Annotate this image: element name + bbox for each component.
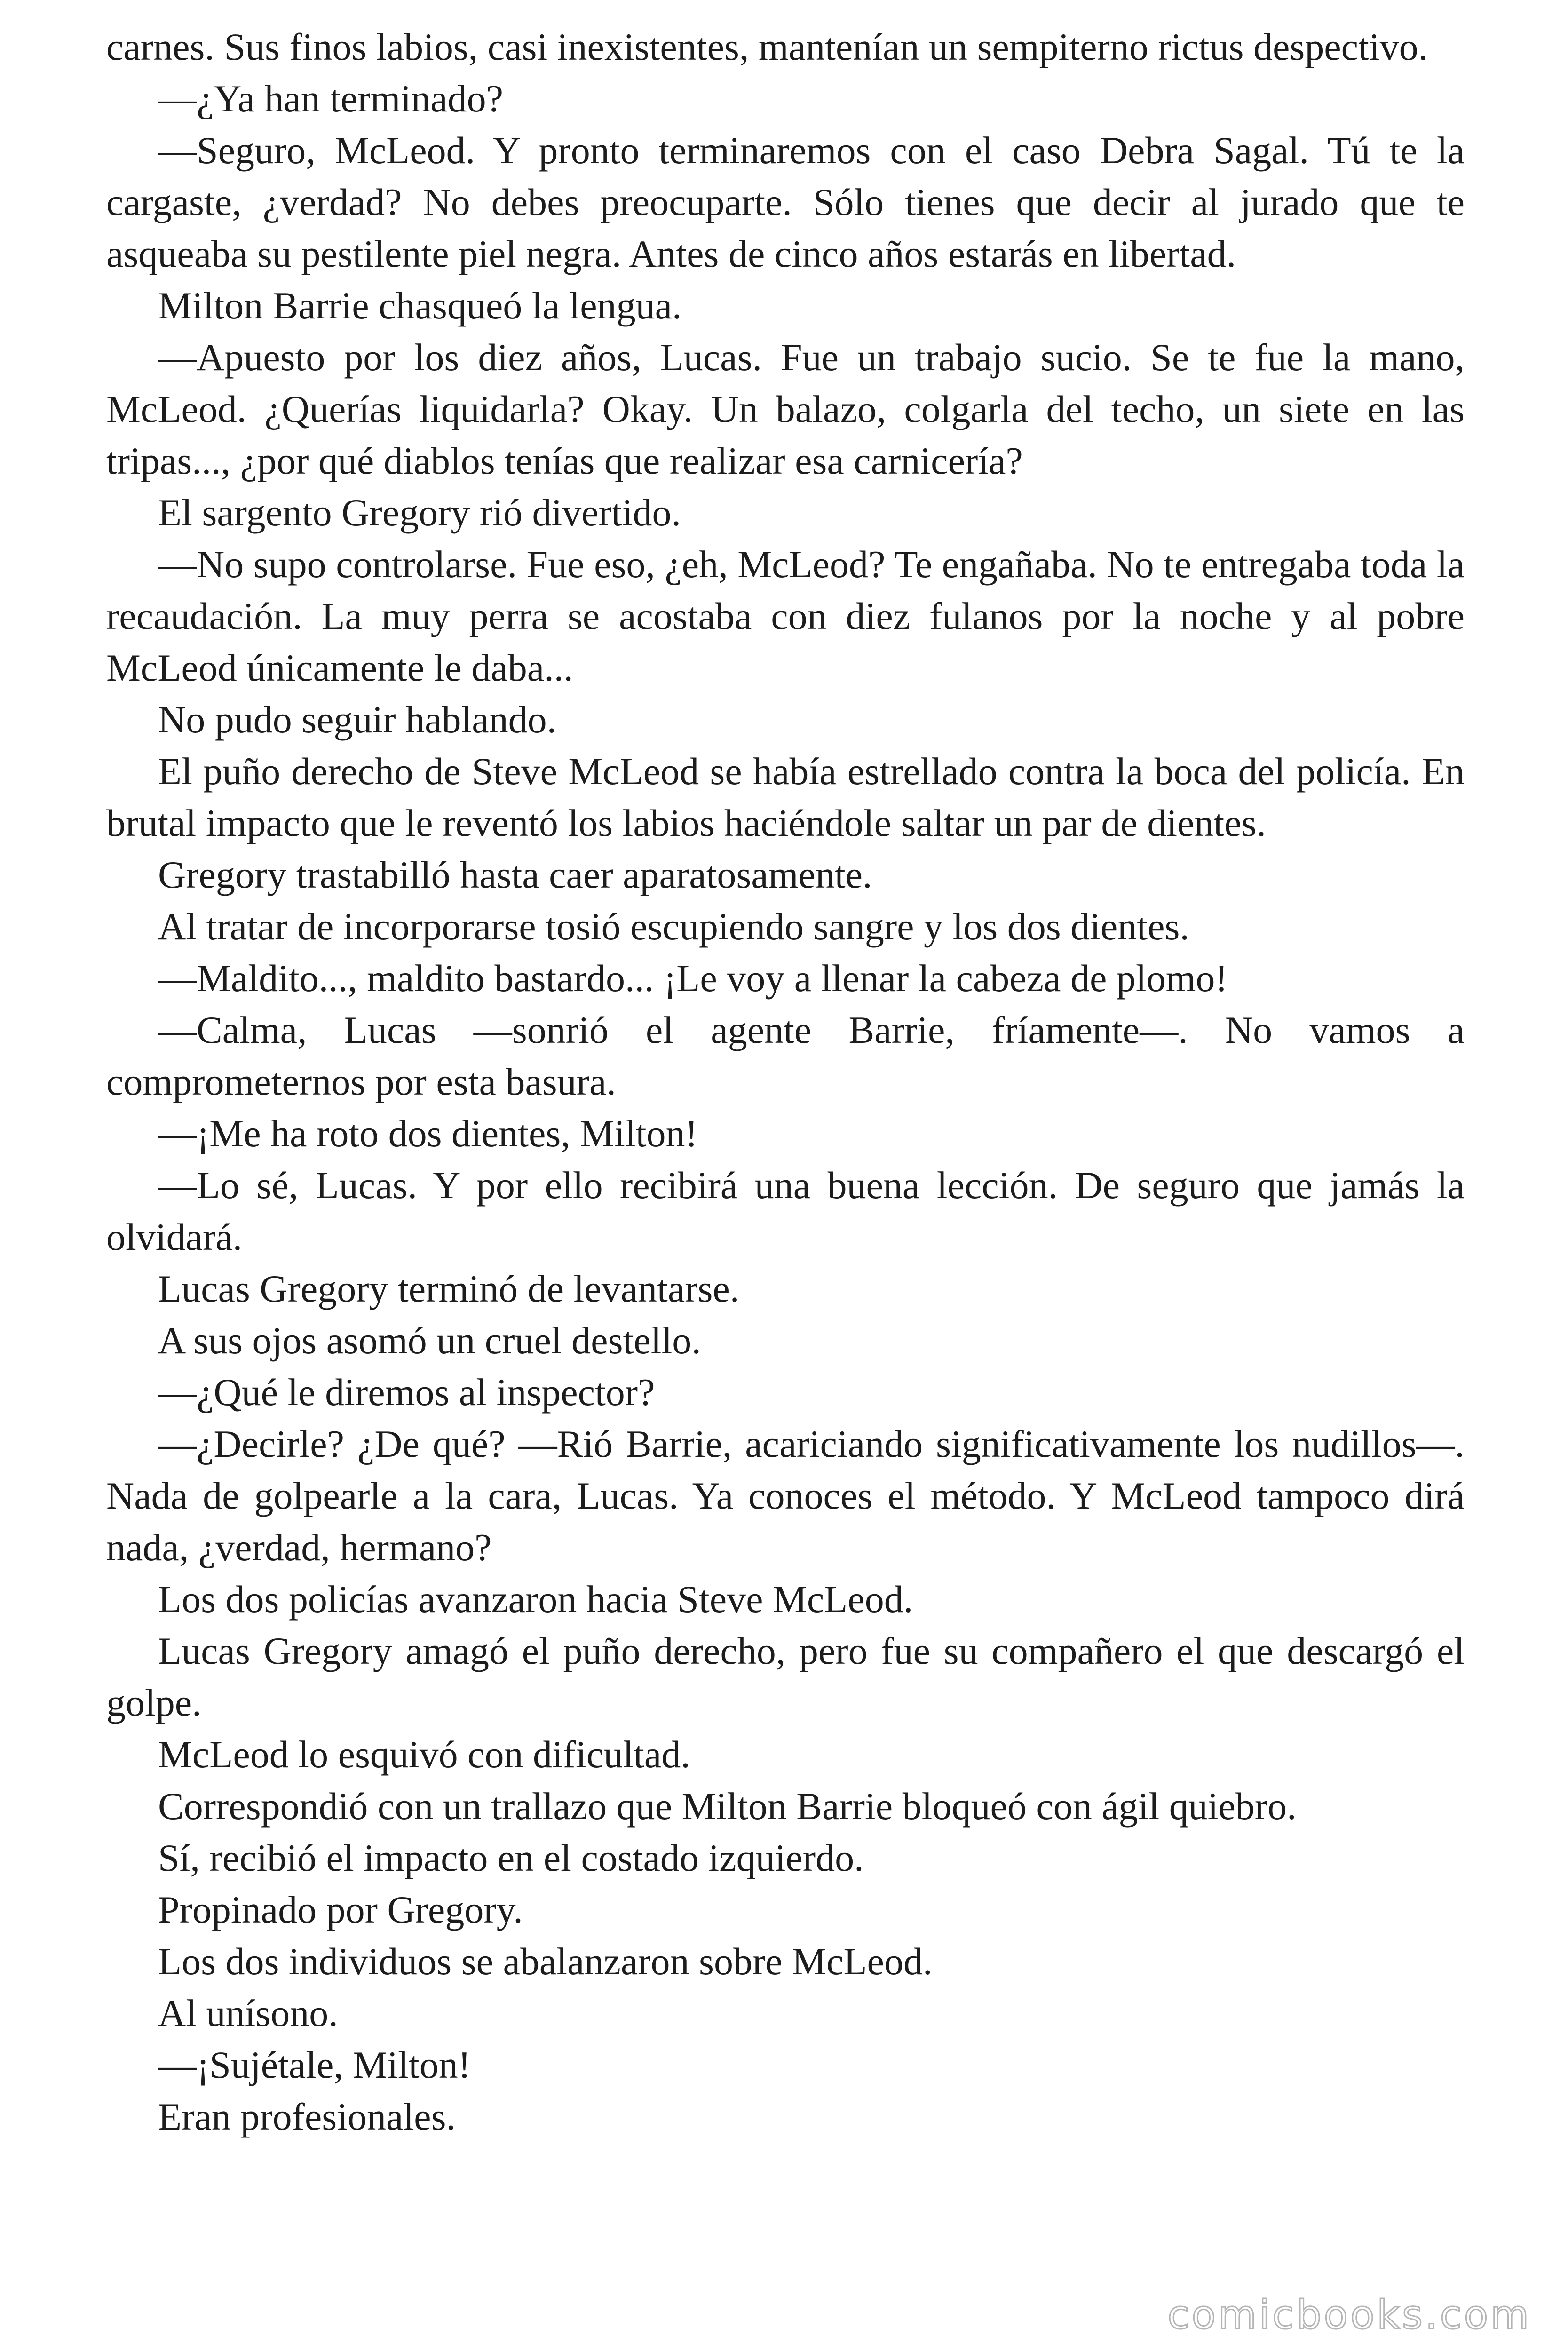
paragraph: McLeod lo esquivó con dificultad. <box>158 1733 690 1776</box>
paragraph: —Calma, Lucas —sonrió el agente Barrie, fríamente—. No vamos a comprometernos por esta basura. <box>106 1009 1465 1103</box>
paragraph: —Seguro, McLeod. Y pronto terminaremos con el caso Debra Sagal. Tú te la cargaste, ¿verdad? No debes preocuparte. Sólo tienes que decir al jurado que te asqueaba su pestilente piel negra. Antes de cinco años estarás en libertad. <box>106 129 1465 275</box>
paragraph: —Apuesto por los diez años, Lucas. Fue un trabajo sucio. Se te fue la mano, McLeod. ¿Querías liquidarla? Okay. Un balazo, colgarla del techo, un siete en las tripas..., ¿por qué diablos tenías que realizar esa carnicería? <box>106 336 1465 482</box>
paragraph: Los dos policías avanzaron hacia Steve McLeod. <box>158 1578 913 1621</box>
paragraph: No pudo seguir hablando. <box>158 698 557 741</box>
paragraph: El sargento Gregory rió divertido. <box>158 491 681 534</box>
paragraph: Milton Barrie chasqueó la lengua. <box>158 284 682 327</box>
paragraph: —¡Sujétale, Milton! <box>158 2043 471 2086</box>
paragraph: Sí, recibió el impacto en el costado izquierdo. <box>158 1836 864 1879</box>
paragraph: Los dos individuos se abalanzaron sobre McLeod. <box>158 1940 933 1983</box>
paragraph: Eran profesionales. <box>158 2095 456 2138</box>
paragraph: Lucas Gregory terminó de levantarse. <box>158 1267 740 1310</box>
paragraph: —Lo sé, Lucas. Y por ello recibirá una buena lección. De seguro que jamás la olvidará. <box>106 1164 1465 1258</box>
paragraph: Propinado por Gregory. <box>158 1888 523 1931</box>
paragraph: Lucas Gregory amagó el puño derecho, pero fue su compañero el que descargó el golpe. <box>106 1629 1465 1724</box>
page-body-text <box>106 21 1465 2143</box>
paragraph: —¿Decirle? ¿De qué? —Rió Barrie, acariciando significativamente los nudillos—. Nada de golpearle a la cara, Lucas. Ya conoces el método. Y McLeod tampoco dirá nada, ¿verdad, hermano? <box>106 1422 1465 1569</box>
watermark: comicbooks.com <box>1167 2292 1531 2338</box>
paragraph: —Maldito..., maldito bastardo... ¡Le voy a llenar la cabeza de plomo! <box>158 957 1228 1000</box>
paragraph: —No supo controlarse. Fue eso, ¿eh, McLeod? Te engañaba. No te entregaba toda la recaudación. La muy perra se acostaba con diez fulanos por la noche y al pobre McLeod únicamente le daba... <box>106 543 1465 689</box>
paragraph: —¡Me ha roto dos dientes, Milton! <box>158 1112 698 1155</box>
paragraph: Correspondió con un trallazo que Milton Barrie bloqueó con ágil quiebro. <box>158 1785 1297 1828</box>
paragraph: carnes. Sus finos labios, casi inexistentes, mantenían un sempiterno rictus despectivo. <box>106 25 1428 68</box>
paragraph: —¿Ya han terminado? <box>158 77 504 120</box>
paragraph: El puño derecho de Steve McLeod se había estrellado contra la boca del policía. En brutal impacto que le reventó los labios haciéndole saltar un par de dientes. <box>106 750 1465 844</box>
paragraph: Al tratar de incorporarse tosió escupiendo sangre y los dos dientes. <box>158 905 1189 948</box>
paragraph: —¿Qué le diremos al inspector? <box>158 1371 655 1414</box>
paragraph: Gregory trastabilló hasta caer aparatosamente. <box>158 853 872 896</box>
paragraph: A sus ojos asomó un cruel destello. <box>158 1319 701 1362</box>
paragraph: Al unísono. <box>158 1992 338 2034</box>
